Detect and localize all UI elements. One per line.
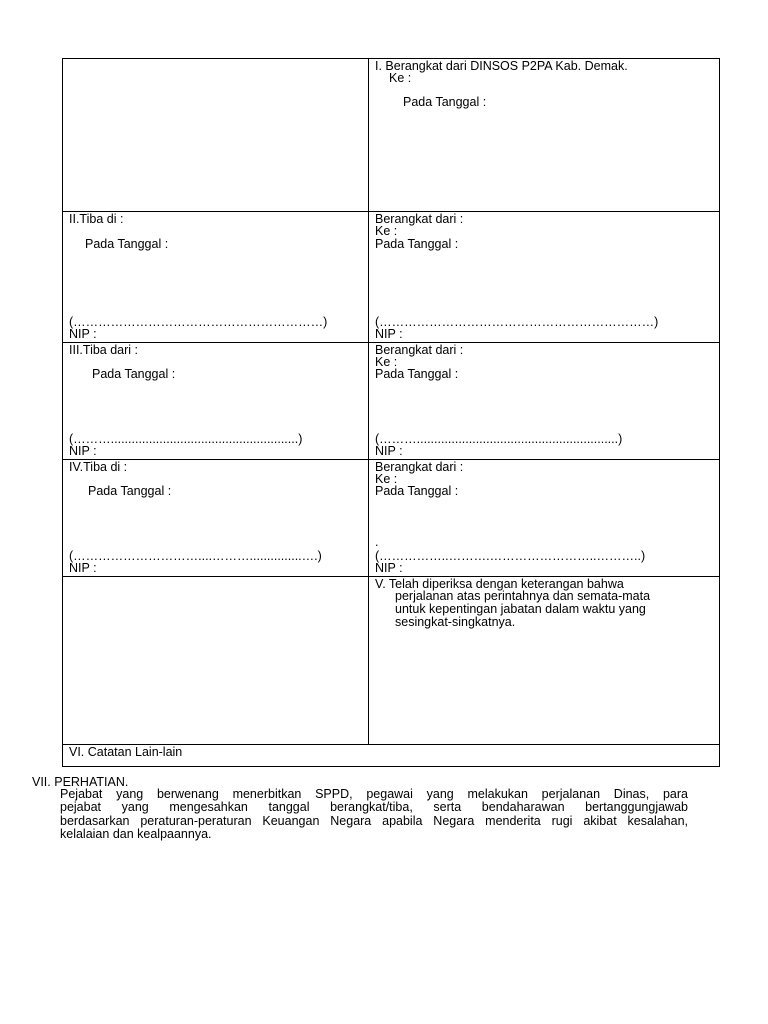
section-v-left-cell	[63, 577, 369, 744]
perhatian-line-1: Pejabat yang berwenang menerbitkan SPPD, pegawai yang melakukan perjalanan Dinas, para	[60, 787, 688, 801]
section-ii-right-signature: (…………………………………………………………)	[375, 315, 659, 329]
section-iii-right-signature: (………..........................................................)	[375, 432, 623, 446]
section-v-row	[62, 576, 720, 744]
section-ii-left-signature: (……………………………………………………)	[69, 315, 328, 329]
perhatian-line-3: berdasarkan peraturan-peraturan Keuangan Negara apabila Negara menderita rugi akibat kesalahan,	[60, 813, 688, 828]
section-iv-left-cell	[63, 460, 369, 576]
section-iv-left-nip: NIP :	[69, 561, 97, 575]
section-v-right-cell	[369, 577, 719, 744]
perhatian-heading: VII. PERHATIAN.	[32, 775, 129, 789]
section-i-tanggal: Pada Tanggal :	[403, 95, 487, 109]
section-v-line-2: perjalanan atas perintahnya dan semata-mata	[395, 589, 651, 603]
section-iv-row	[62, 459, 720, 576]
perhatian-line-4: kelalaian dan kealpaannya.	[60, 826, 212, 841]
section-iv-tiba: IV.Tiba di :	[69, 460, 128, 474]
section-iii-right-nip: NIP :	[375, 444, 403, 458]
section-ii-row	[62, 211, 720, 342]
section-iii-right-tanggal: Pada Tanggal :	[375, 367, 459, 381]
section-iii-left-signature: (………......................................................)	[69, 432, 303, 446]
section-i-row	[62, 58, 720, 211]
section-vi-cell	[63, 745, 719, 766]
section-iii-berangkat: Berangkat dari :	[375, 343, 464, 357]
section-i-right-cell	[369, 59, 719, 211]
section-ii-ke: Ke :	[375, 224, 398, 238]
section-iii-tiba: III.Tiba dari :	[69, 343, 139, 357]
section-iii-left-cell	[63, 343, 369, 459]
section-ii-berangkat: Berangkat dari :	[375, 212, 464, 226]
section-v-line-3: untuk kepentingan jabatan dalam waktu yang	[395, 602, 646, 616]
section-iii-right-cell	[369, 343, 719, 459]
section-iv-right-signature: (……………..……….……………………..………..)	[375, 549, 646, 563]
section-iii-ke: Ke :	[375, 355, 398, 369]
section-iv-right-cell	[369, 460, 719, 576]
section-i-left-cell	[63, 59, 369, 211]
section-ii-left-cell	[63, 212, 369, 342]
perhatian-body	[60, 788, 688, 841]
section-iv-left-tanggal: Pada Tanggal :	[88, 484, 172, 498]
section-ii-left-nip: NIP :	[69, 327, 97, 341]
section-iv-berangkat: Berangkat dari :	[375, 460, 464, 474]
section-ii-right-tanggal: Pada Tanggal :	[375, 237, 459, 251]
section-iii-left-tanggal: Pada Tanggal :	[92, 367, 176, 381]
section-ii-tiba: II.Tiba di :	[69, 212, 124, 226]
section-i-berangkat: I. Berangkat dari DINSOS P2PA Kab. Demak.	[375, 59, 628, 73]
section-iv-right-tanggal: Pada Tanggal :	[375, 484, 459, 498]
section-i-ke: Ke :	[389, 71, 412, 85]
section-ii-right-cell	[369, 212, 719, 342]
section-iv-right-dot: .	[375, 535, 379, 549]
section-iv-right-nip: NIP :	[375, 561, 403, 575]
section-iv-ke: Ke :	[375, 472, 398, 486]
section-iii-row	[62, 342, 720, 459]
section-ii-right-nip: NIP :	[375, 327, 403, 341]
section-iv-left-signature: (…………………………....………...............….)	[69, 549, 322, 563]
section-v-line-4: sesingkat-singkatnya.	[395, 615, 516, 629]
section-vi-row	[62, 744, 720, 767]
catatan-lain-label: VI. Catatan Lain-lain	[69, 745, 183, 759]
section-v-line-1: V. Telah diperiksa dengan keterangan bahwa	[375, 577, 624, 591]
section-iii-left-nip: NIP :	[69, 444, 97, 458]
section-ii-left-tanggal: Pada Tanggal :	[85, 237, 169, 251]
perhatian-line-2: pejabat yang mengesahkan tanggal berangkat/tiba, serta bendaharawan bertanggungjawab	[60, 800, 688, 815]
sppd-back-form	[62, 58, 720, 767]
